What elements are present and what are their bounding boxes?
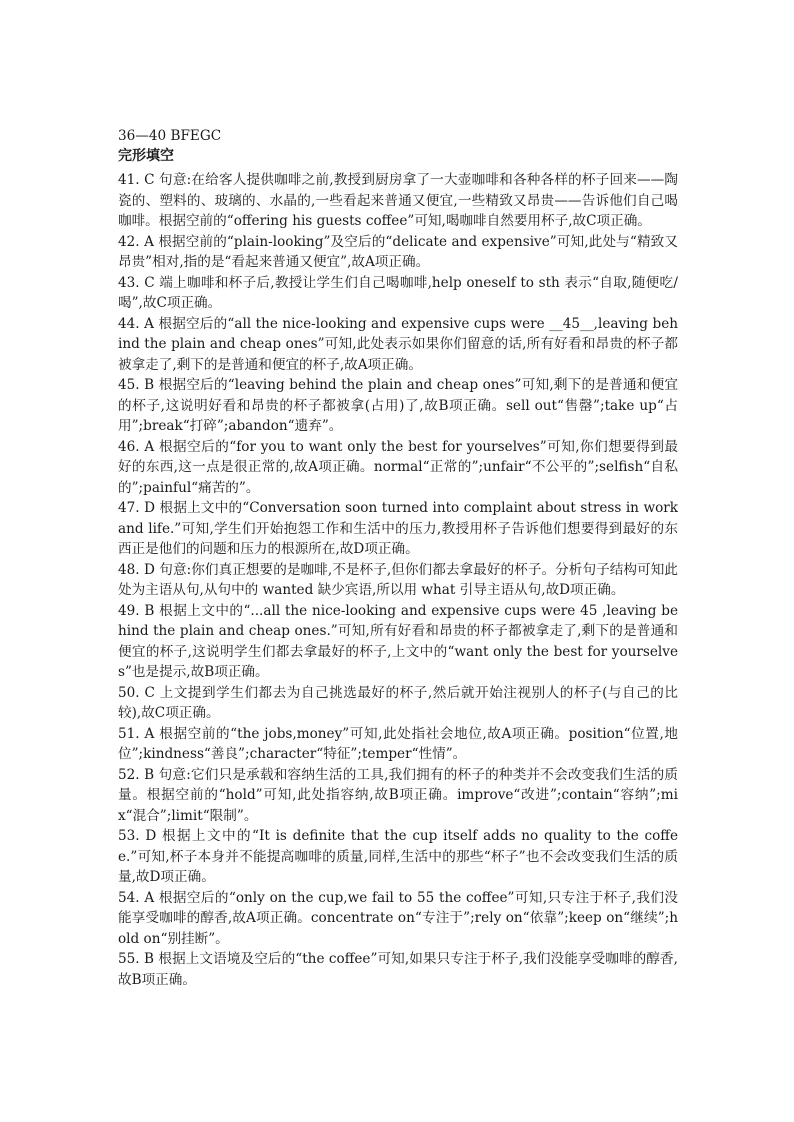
answers-36-40: 36—40 BFEGC (118, 128, 222, 144)
answer-key-content (118, 126, 678, 990)
explanation-54: 54. A 根据空后的“only on the cup,we fail to 55 the coffee”可知,只专注于杯子,我们没能享受咖啡的醇香,故A项正确。concentrate on“专注于”;rely on“依靠”;keep on“继续”;hold on“别挂断”。 (118, 889, 678, 947)
explanation-47: 47. D 根据上文中的“Conversation soon turned into complaint about stress in work and life.”可知,学生们开始抱怨工作和生活中的压力,教授用杯子告诉他们想要得到最好的东西正是他们的问题和压力的根源所在,故D项正确。 (118, 500, 678, 557)
section-title: 完形填空 (118, 148, 174, 164)
explanation-53: 53. D 根据上文中的“It is definite that the cup itself adds no quality to the coffee.”可知,杯子本身并不能提高咖啡的质量,同样,生活中的那些“杯子”也不会改变我们生活的质量,故D项正确。 (118, 828, 678, 885)
explanation-42: 42. A 根据空前的“plain-looking”及空后的“delicate and expensive”可知,此处与“精致又昂贵”相对,指的是“看起来普通又便宜”,故A项正确。 (118, 233, 678, 270)
explanation-45: 45. B 根据空后的“leaving behind the plain and cheap ones”可知,剩下的是普通和便宜的杯子,这说明好看和昂贵的杯子都被拿(占用)了,故B项正确。sell out“售罄”;take up“占用”;break“打碎”;abandon“遗弃”。 (118, 377, 678, 434)
explanation-49: 49. B 根据上文中的“...all the nice-looking and expensive cups were 45 ,leaving behind the plain and cheap ones.”可知,所有好看和昂贵的杯子都被拿走了,剩下的是普通和便宜的杯子,这说明学生们都去拿最好的杯子,上文中的“want only the best for yourselves”也是提示,故B项正确。 (118, 602, 678, 680)
explanation-41: 41. C 句意:在给客人提供咖啡之前,教授到厨房拿了一大壶咖啡和各种各样的杯子回来——陶瓷的、塑料的、玻璃的、水晶的,一些看起来普通又便宜,一些精致又昂贵——告诉他们自己喝咖啡。根据空前的“offering his guests coffee”可知,喝咖啡自然要用杯子,故C项正确。 (118, 172, 678, 229)
explanation-50: 50. C 上文提到学生们都去为自己挑选最好的杯子,然后就开始注视别人的杯子(与自己的比较),故C项正确。 (118, 684, 678, 721)
explanation-55: 55. B 根据上文语境及空后的“the coffee”可知,如果只专注于杯子,我们没能享受咖啡的醇香,故B项正确。 (118, 951, 678, 988)
explanation-46: 46. A 根据空后的“for you to want only the best for yourselves”可知,你们想要得到最好的东西,这一点是很正常的,故A项正确。normal“正常的”;unfair“不公平的”;selfish“自私的”;painful“痛苦的”。 (118, 438, 678, 496)
explanation-52: 52. B 句意:它们只是承载和容纳生活的工具,我们拥有的杯子的种类并不会改变我们生活的质量。根据空前的“hold”可知,此处指容纳,故B项正确。improve“改进”;contain“容纳”;mix“混合”;limit“限制”。 (118, 766, 678, 824)
explanation-48: 48. D 句意:你们真正想要的是咖啡,不是杯子,但你们都去拿最好的杯子。分析句子结构可知此处为主语从句,从句中的 wanted 缺少宾语,所以用 what 引导主语从句,故D项正确。 (118, 561, 678, 598)
explanation-51: 51. A 根据空前的“the jobs,money”可知,此处指社会地位,故A项正确。position“位置,地位”;kindness“善良”;character“特征”;temper“性情”。 (118, 725, 678, 762)
explanation-43: 43. C 端上咖啡和杯子后,教授让学生们自己喝咖啡,help oneself to sth 表示“自取,随便吃/喝”,故C项正确。 (118, 274, 678, 311)
explanation-44: 44. A 根据空后的“all the nice-looking and expensive cups were __45__,leaving behind the plain and cheap ones”可知,此处表示如果你们留意的话,所有好看和昂贵的杯子都被拿走了,剩下的是普通和便宜的杯子,故A项正确。 (118, 315, 678, 373)
